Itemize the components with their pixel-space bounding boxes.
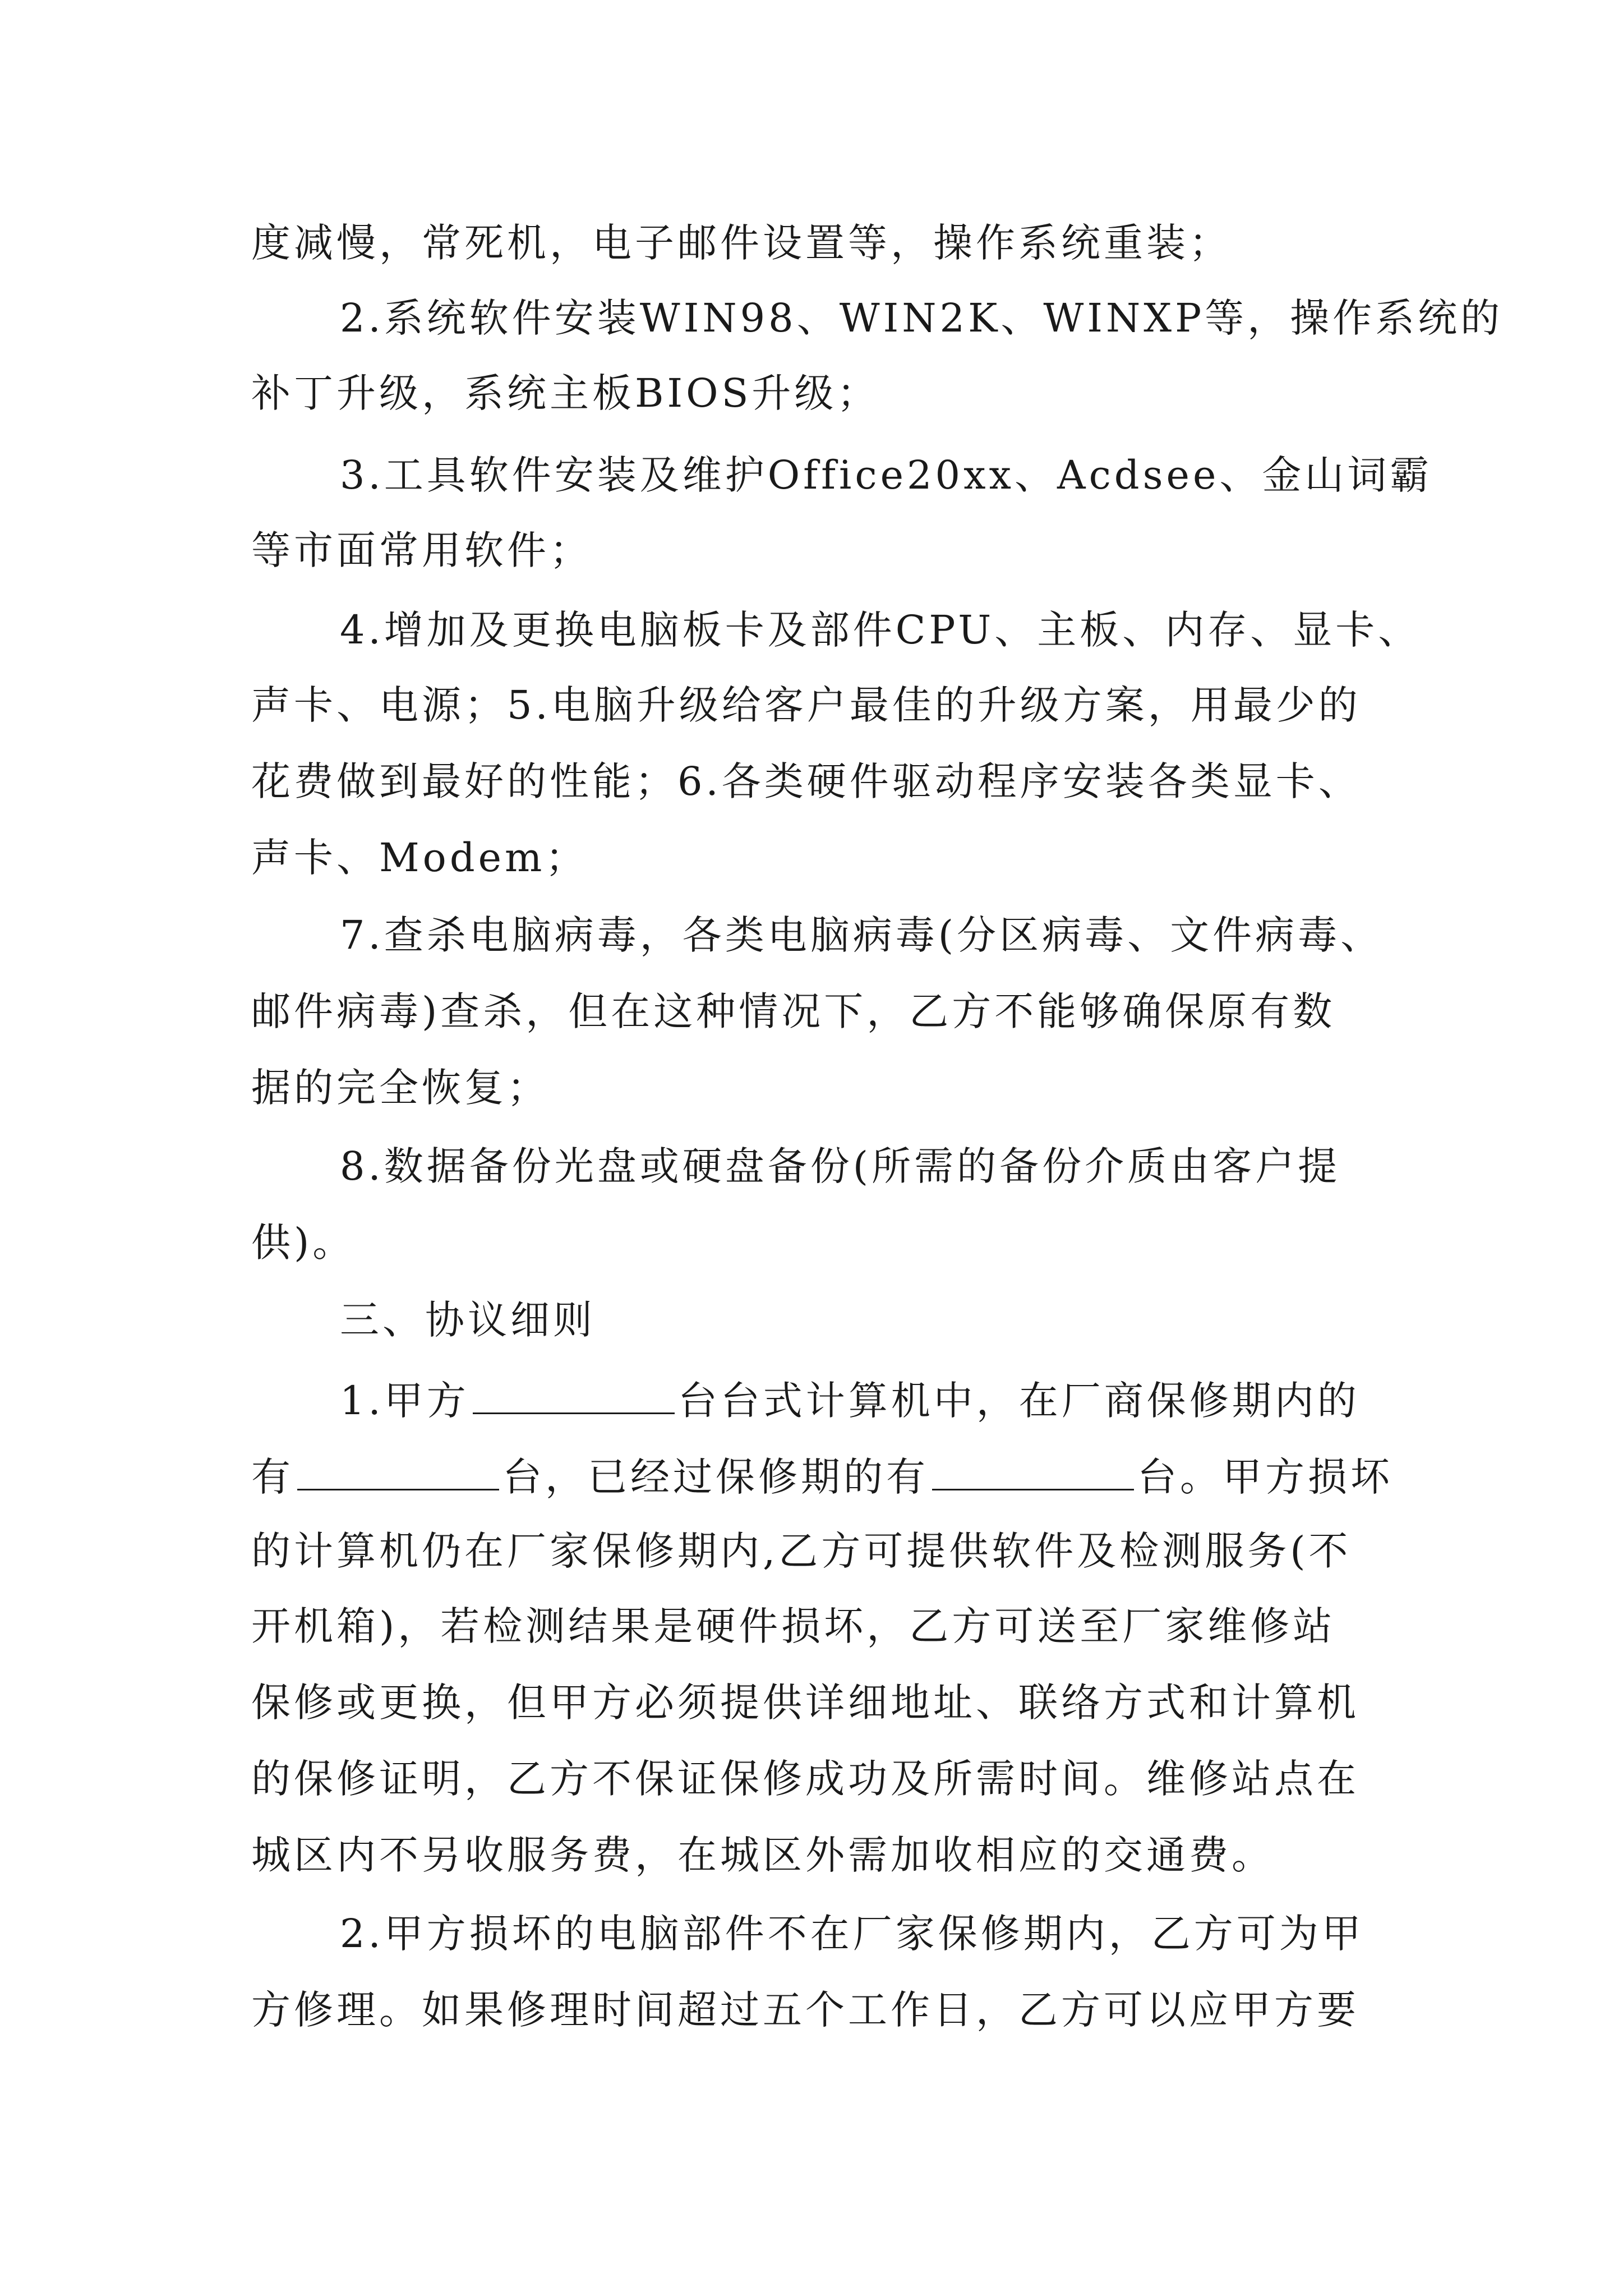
text-line: 补丁升级，系统主板BIOS升级；	[251, 370, 880, 416]
fill-in-blank	[473, 1379, 675, 1414]
text-line: 3.工具软件安装及维护Office20xx、Acdsee、金山词霸	[340, 452, 1433, 498]
text-line: 2.甲方损坏的电脑部件不在厂家保修期内，乙方可为甲	[340, 1911, 1364, 1957]
text-line: 花费做到最好的性能；6.各类硬件驱动程序安装各类显卡、	[251, 758, 1361, 804]
text-line: 城区内不另收服务费，在城区外需加收相应的交通费。	[251, 1832, 1274, 1878]
text-fragment: 1.甲方	[340, 1378, 469, 1424]
text-fragment: 台台式计算机中，在厂商保修期内的	[677, 1378, 1360, 1424]
text-line: 邮件病毒)查杀，但在这种情况下，乙方不能够确保原有数	[251, 988, 1336, 1034]
text-line-with-blank	[340, 1378, 1360, 1424]
text-line: 4.增加及更换电脑板卡及部件CPU、主板、内存、显卡、	[340, 607, 1421, 653]
text-line: 8.数据备份光盘或硬盘备份(所需的备份介质由客户提	[340, 1143, 1341, 1189]
text-line: 据的完全恢复；	[251, 1065, 550, 1111]
section-heading: 三、协议细则	[340, 1297, 596, 1343]
text-line: 供)。	[251, 1220, 356, 1266]
text-line: 等市面常用软件；	[251, 527, 592, 573]
text-line: 开机箱)，若检测结果是硬件损坏，乙方可送至厂家维修站	[251, 1603, 1336, 1649]
text-line: 保修或更换，但甲方必须提供详细地址、联络方式和计算机	[251, 1680, 1359, 1726]
text-line: 的计算机仍在厂家保修期内,乙方可提供软件及检测服务(不	[251, 1528, 1352, 1574]
text-fragment: 台。甲方损坏	[1137, 1454, 1393, 1500]
text-line: 2.系统软件安装WIN98、WIN2K、WINXP等，操作系统的	[340, 295, 1504, 341]
fill-in-blank	[297, 1455, 499, 1490]
text-line: 方修理。如果修理时间超过五个工作日，乙方可以应甲方要	[251, 1987, 1359, 2033]
text-line-with-blanks	[251, 1454, 1393, 1500]
text-line: 声卡、Modem；	[251, 835, 588, 881]
text-line: 的保修证明，乙方不保证保修成功及所需时间。维修站点在	[251, 1756, 1359, 1802]
fill-in-blank	[932, 1455, 1134, 1490]
text-fragment: 有	[251, 1454, 294, 1500]
text-line: 7.查杀电脑病毒，各类电脑病毒(分区病毒、文件病毒、	[340, 912, 1384, 958]
text-line: 度减慢，常死机，电子邮件设置等，操作系统重装；	[251, 220, 1232, 266]
text-line: 声卡、电源；5.电脑升级给客户最佳的升级方案，用最少的	[251, 682, 1361, 728]
text-fragment: 台，已经过保修期的有	[502, 1454, 929, 1500]
